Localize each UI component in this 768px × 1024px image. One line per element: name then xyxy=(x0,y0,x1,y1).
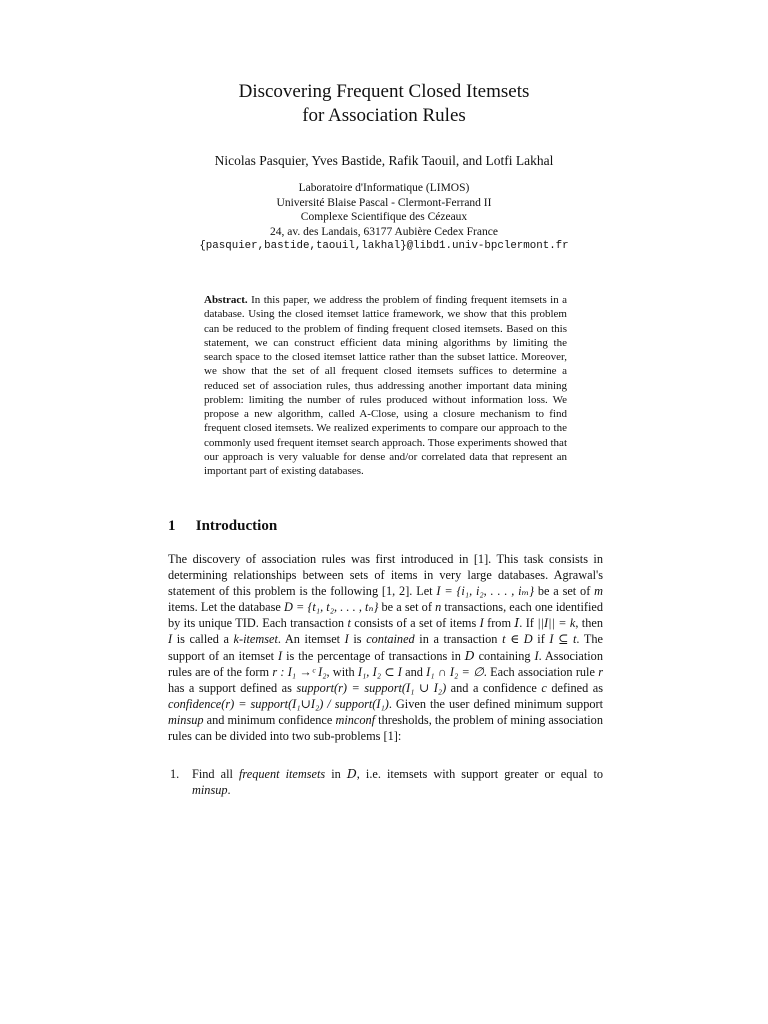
section-title: Introduction xyxy=(195,518,278,534)
affiliation-line: Université Blaise Pascal - Clermont-Ferrand II xyxy=(276,196,492,209)
introduction-paragraph: The discovery of association rules was first introduced in [1]. This task consists in determining relationships between sets of items in very large databases. Agrawal's statement of this problem is the following [1, 2]. Let I = {i₁, i₂, . . . , iₘ} be a set of m items. Let the database D = {t₁, t₂, . . . , tₙ} be a set of n transactions, each one identified by its unique TID. Each transaction t consists of a set of items I from I. If ||I|| = k, then I is called a k-itemset. An itemset I is contained in a transaction t ∈ D if I ⊆ t. The support of an itemset I is the percentage of transactions in D containing I. Association rules are of the form r : I₁ →ᶜ I₂, with I₁, I₂ ⊂ I and I₁ ∩ I₂ = ∅. Each association rule r has a support defined as support(r) = support(I₁ ∪ I₂) and a confidence c defined as confidence(r) = support(I₁∪I₂) / support(I₁). Given the user defined minimum support minsup and minimum confidence minconf thresholds, the problem of mining association rules can be divided into two sub-problems [1]: xyxy=(168,552,604,744)
section-heading xyxy=(168,518,277,535)
email-address: {pasquier,bastide,taouil,lakhal}@libd1.univ-bpclermont.fr xyxy=(199,240,569,253)
author-list: Nicolas Pasquier, Yves Bastide, Rafik Taouil, and Lotfi Lakhal xyxy=(214,153,554,168)
affiliation-block xyxy=(0,181,768,254)
list-item xyxy=(168,766,603,798)
math-inline: I = {i₁, i₂, . . . , iₘ} xyxy=(436,584,535,599)
paper-title xyxy=(0,80,768,128)
affiliation-line: Complexe Scientifique des Cézeaux xyxy=(300,211,468,224)
affiliation-line: Laboratoire d'Informatique (LIMOS) xyxy=(298,182,470,194)
section-number: 1 xyxy=(168,518,176,534)
list-marker: 1. xyxy=(170,767,180,781)
list-item-text: Find all frequent itemsets in D, i.e. itemsets with support greater or equal to minsup. xyxy=(192,767,604,797)
title-line-2: for Association Rules xyxy=(302,105,466,126)
math-inline: D = {t₁, t₂, . . . , tₙ} xyxy=(284,600,379,615)
abstract-text: In this paper, we address the problem of finding frequent itemsets in a database. Using the closed itemset lattice framework, we show that this problem can be reduced to the problem of finding frequent closed itemsets. Based on this statement, we can construct efficient data mining algorithms by limiting the search space to the closed itemset lattice rather than the subset lattice. Moreover, we show that the set of all frequent closed itemsets suffices to determine a reduced set of association rules, thus addressing another important data mining problem: limiting the number of rules produced without information loss. We propose a new algorithm, called A-Close, using a closure mechanism to find frequent closed itemsets. We realized experiments to compare our approach to the commonly used frequent itemset search approach. Those experiments showed that our approach is very valuable for dense and/or correlated data that represent an important part of existing databases. xyxy=(204,294,568,477)
title-line-1: Discovering Frequent Closed Itemsets xyxy=(238,81,530,102)
abstract xyxy=(204,293,567,478)
subproblem-list xyxy=(168,766,603,798)
abstract-label: Abstract. xyxy=(204,294,248,306)
affiliation-line: 24, av. des Landais, 63177 Aubière Cedex France xyxy=(270,225,498,238)
